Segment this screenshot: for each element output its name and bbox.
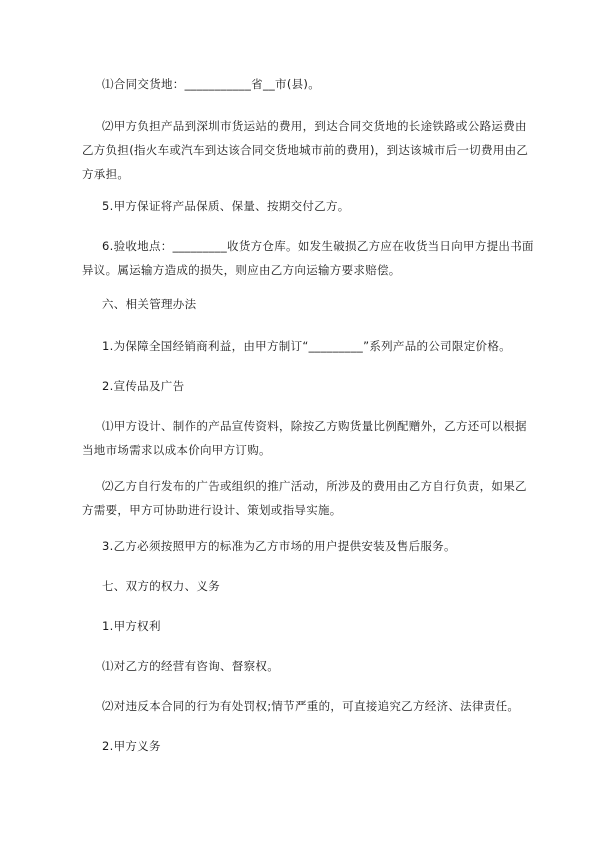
clause-after-sales: 3.乙方必须按照甲方的标准为乙方市场的用户提供安装及售后服务。 — [102, 539, 456, 553]
clause-penalty-right: ⑵对违反本合同的行为有处罚权;情节严重的，可直接追究乙方经济、法律责任。 — [102, 699, 520, 713]
clause-delivery-location: ⑴合同交货地：___________省__市(县)。 — [102, 77, 321, 91]
clause-inspection-location: 6.验收地点：_________收货方仓库。如发生破损乙方应在收货当日向甲方提出书面异议。属运输方造成的损失，则应由乙方向运输方要求赔偿。 — [82, 239, 534, 277]
subheading-party-a-rights: 1.甲方权利 — [102, 619, 161, 633]
section-heading-rights-obligations: 七、双方的权力、义务 — [102, 579, 220, 593]
clause-quality-guarantee: 5.甲方保证将产品保质、保量、按期交付乙方。 — [102, 199, 350, 213]
clause-freight-cost: ⑵甲方负担产品到深圳市货运站的费用，到达合同交货地的长途铁路或公路运费由乙方负担(指火车或汽车到达该合同交货地城市前的费用)，到达该城市后一切费用由乙方承担。 — [82, 119, 529, 181]
clause-consulting-right: ⑴对乙方的经营有咨询、督察权。 — [102, 659, 279, 673]
section-heading-management: 六、相关管理办法 — [102, 297, 197, 311]
subheading-party-a-obligations: 2.甲方义务 — [102, 739, 161, 753]
clause-price-limit: 1.为保障全国经销商利益，由甲方制订“_________”系列产品的公司限定价格。 — [102, 339, 511, 353]
clause-advertising-cost: ⑵乙方自行发布的广告或组织的推广活动，所涉及的费用由乙方自行负责，如果乙方需要，甲方可协助进行设计、策划或指导实施。 — [82, 479, 527, 517]
clause-promotion-materials: ⑴甲方设计、制作的产品宣传资料，除按乙方购货量比例配赠外，乙方还可以根据当地市场需求以成本价向甲方订购。 — [82, 419, 527, 457]
subheading-promotion: 2.宣传品及广告 — [102, 379, 185, 393]
